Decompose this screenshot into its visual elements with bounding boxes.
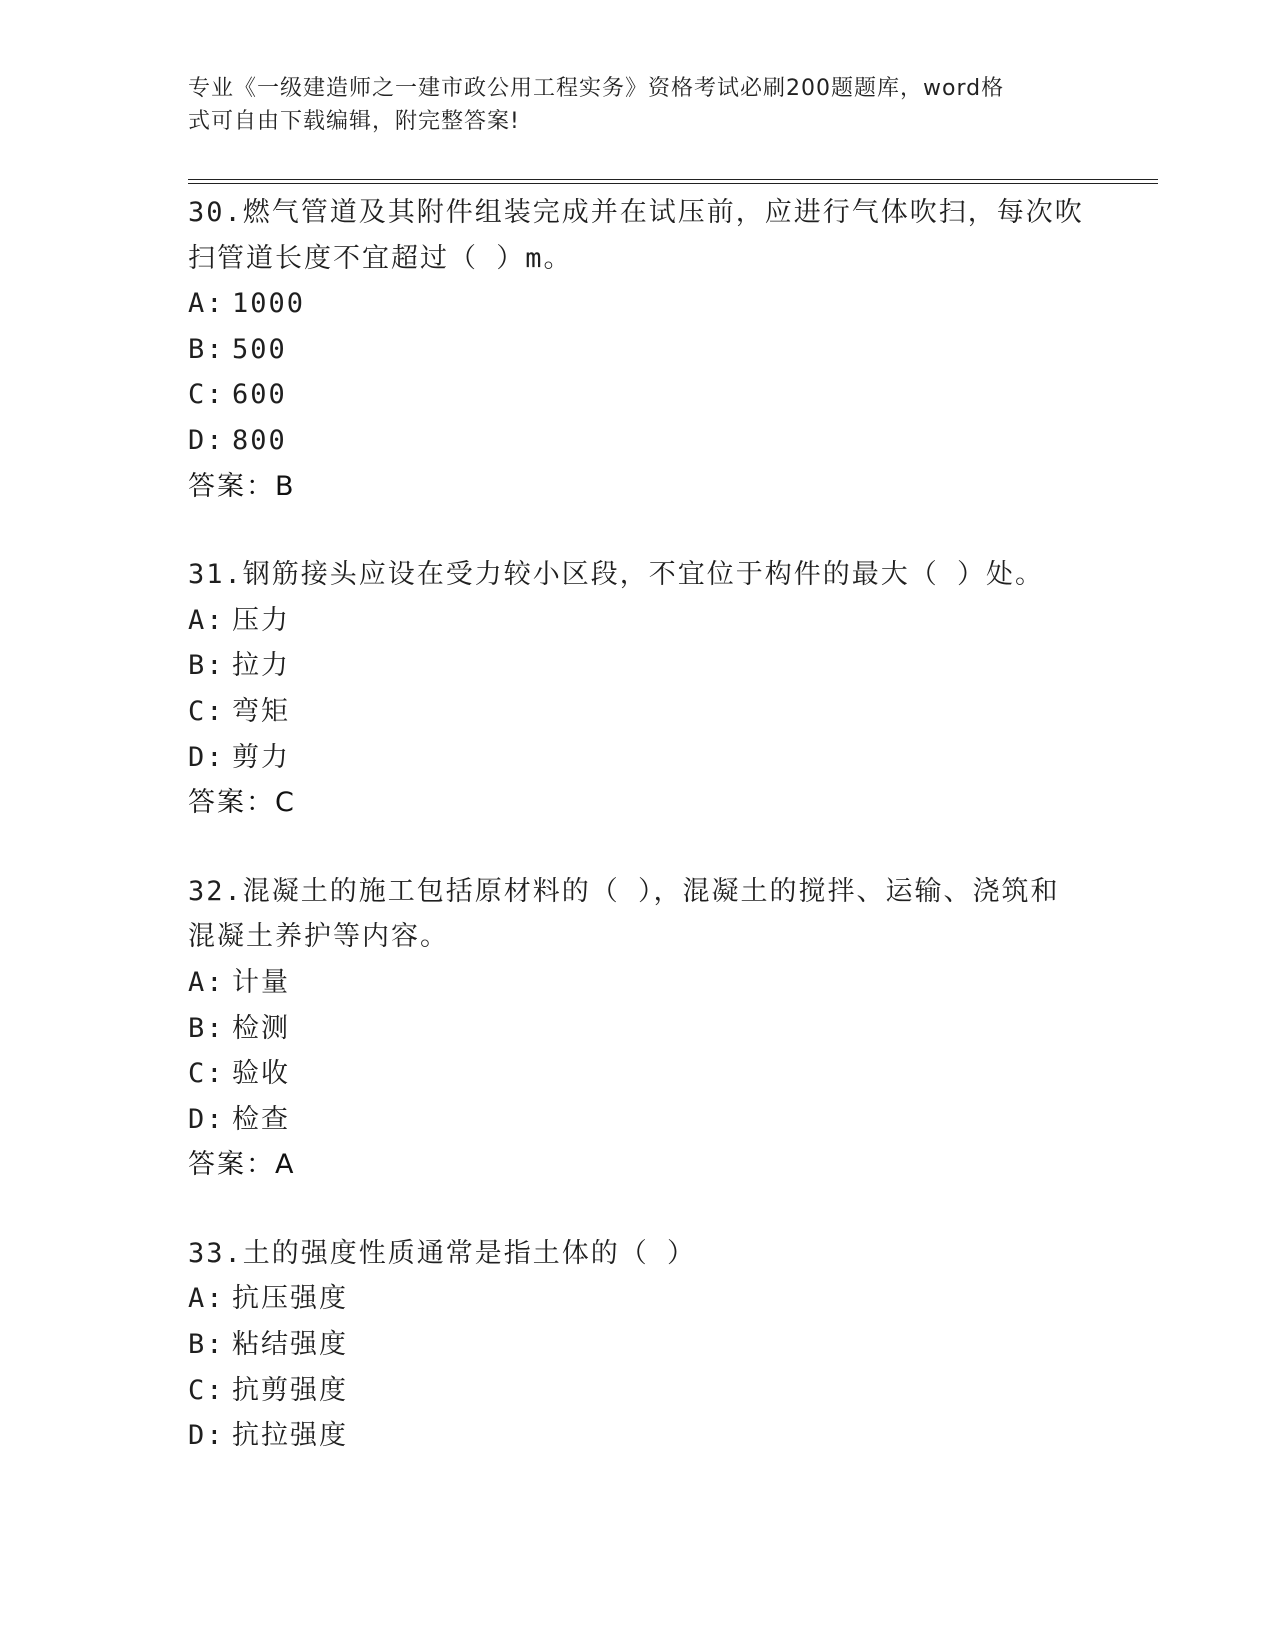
option-b bbox=[188, 1006, 1088, 1052]
option-letter: C: bbox=[188, 1374, 225, 1406]
option-b bbox=[188, 1322, 1088, 1368]
option-text: 粘结强度 bbox=[232, 1329, 348, 1361]
option-letter: A: bbox=[188, 1283, 225, 1315]
option-text: 检测 bbox=[232, 1012, 290, 1044]
option-letter: B: bbox=[188, 1012, 225, 1044]
option-letter: B: bbox=[188, 1329, 225, 1361]
option-text: 600 bbox=[232, 379, 287, 411]
option-text: 抗拉强度 bbox=[232, 1420, 348, 1452]
option-letter: D: bbox=[188, 1103, 225, 1135]
option-c bbox=[188, 689, 1088, 735]
option-letter: A: bbox=[188, 966, 225, 998]
option-c bbox=[188, 1051, 1088, 1097]
option-text: 1000 bbox=[232, 288, 306, 320]
option-text: 800 bbox=[232, 424, 287, 456]
option-text: 剪力 bbox=[232, 741, 290, 773]
question-stem-continued: 扫管道长度不宜超过（ ）m。 bbox=[188, 242, 573, 274]
header-divider-top bbox=[188, 179, 1158, 180]
option-text: 验收 bbox=[232, 1058, 290, 1090]
option-d bbox=[188, 1413, 1088, 1459]
option-letter: D: bbox=[188, 1420, 225, 1452]
question-stem-continued: 混凝土养护等内容。 bbox=[188, 921, 449, 953]
option-text: 计量 bbox=[232, 966, 290, 998]
question-33 bbox=[188, 1231, 1088, 1459]
option-letter: C: bbox=[188, 1058, 225, 1090]
option-d bbox=[188, 735, 1088, 781]
question-stem: 32.混凝土的施工包括原材料的（ ），混凝土的搅拌、运输、浇筑和 bbox=[188, 875, 1060, 907]
question-stem: 31.钢筋接头应设在受力较小区段，不宜位于构件的最大（ ）处。 bbox=[188, 559, 1045, 591]
answer-line: 答案：C bbox=[188, 787, 296, 819]
option-letter: D: bbox=[188, 741, 225, 773]
question-32 bbox=[188, 869, 1088, 1188]
option-c bbox=[188, 372, 1088, 418]
option-text: 抗压强度 bbox=[232, 1283, 348, 1315]
option-a bbox=[188, 281, 1088, 327]
option-letter: B: bbox=[188, 650, 225, 682]
option-text: 压力 bbox=[232, 604, 290, 636]
document-header bbox=[188, 72, 1068, 138]
option-d bbox=[188, 418, 1088, 464]
header-line-2: 式可自由下载编辑，附完整答案! bbox=[188, 109, 520, 134]
option-letter: A: bbox=[188, 288, 225, 320]
question-30 bbox=[188, 190, 1088, 509]
option-letter: A: bbox=[188, 604, 225, 636]
option-a bbox=[188, 598, 1088, 644]
option-text: 拉力 bbox=[232, 650, 290, 682]
header-line-1: 专业《一级建造师之一建市政公用工程实务》资格考试必刷200题题库，word格 bbox=[188, 76, 1005, 101]
option-c bbox=[188, 1368, 1088, 1414]
option-b bbox=[188, 643, 1088, 689]
answer-line: 答案：B bbox=[188, 470, 296, 502]
question-stem: 30.燃气管道及其附件组装完成并在试压前，应进行气体吹扫，每次吹 bbox=[188, 197, 1084, 228]
option-letter: C: bbox=[188, 379, 225, 411]
option-b bbox=[188, 327, 1088, 373]
option-text: 弯矩 bbox=[232, 695, 290, 727]
question-stem: 33.土的强度性质通常是指土体的（ ） bbox=[188, 1237, 697, 1269]
option-letter: D: bbox=[188, 424, 225, 456]
option-text: 检查 bbox=[232, 1103, 290, 1135]
option-a bbox=[188, 960, 1088, 1006]
question-31 bbox=[188, 552, 1088, 826]
answer-line: 答案：A bbox=[188, 1149, 296, 1181]
option-text: 抗剪强度 bbox=[232, 1374, 348, 1406]
option-d bbox=[188, 1097, 1088, 1143]
option-letter: C: bbox=[188, 695, 225, 727]
option-text: 500 bbox=[232, 333, 287, 365]
question-list bbox=[188, 190, 1088, 1502]
header-divider-bottom bbox=[188, 183, 1158, 184]
option-a bbox=[188, 1276, 1088, 1322]
option-letter: B: bbox=[188, 333, 225, 365]
